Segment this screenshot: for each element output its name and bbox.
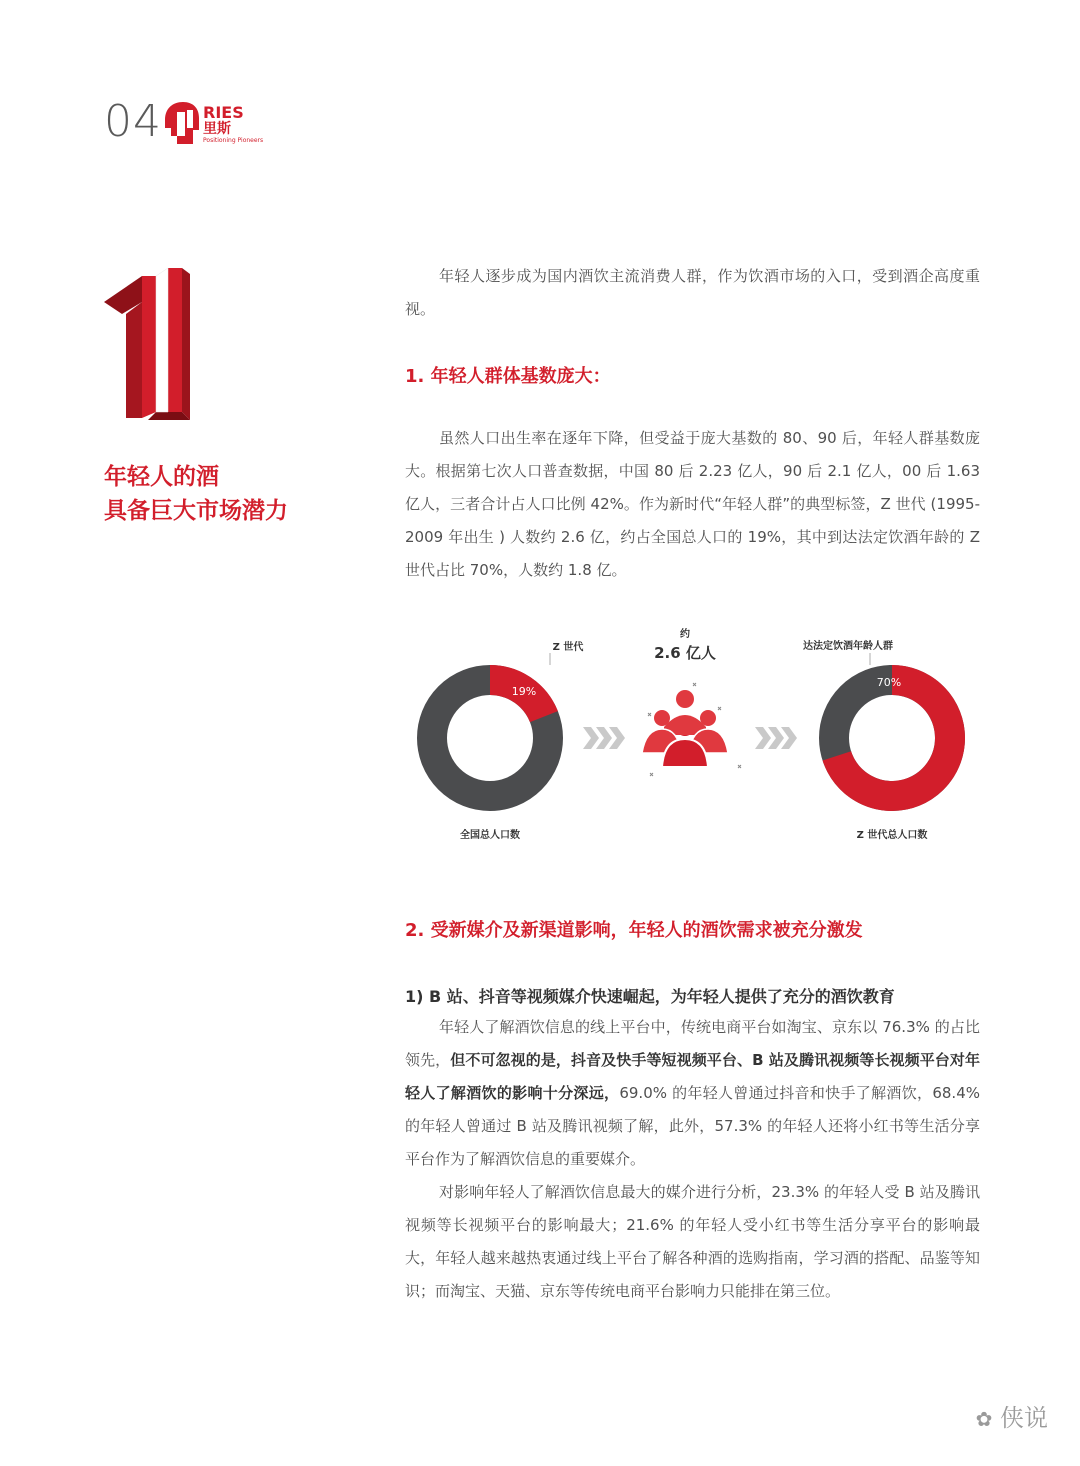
left-donut-bottom-label: 全国总人口数 [460,830,520,841]
right-donut-bottom-label: Z 世代总人口数 [856,830,928,841]
right-donut-percent-label: 70% [876,676,902,689]
watermark [976,1398,1048,1433]
right-donut-chart [803,639,950,841]
left-donut-percent-label: 19% [511,685,537,698]
media-paragraph-1 [405,1011,980,1176]
page-number: 04 [104,96,162,147]
watermark-text: 侠说 [1000,1404,1048,1432]
population-block [405,422,980,587]
section-title-line1: 年轻人的酒 [104,464,219,490]
center-headline: 2.6 亿人 [654,644,716,662]
section-title [104,460,364,528]
section-title-line2: 具备巨大市场潜力 [104,498,288,524]
left-donut-chart [432,640,584,841]
intro-paragraph: 年轻人逐步成为国内酒饮主流消费人群，作为饮酒市场的入口，受到酒企高度重视。 [405,267,980,318]
media-paragraph-1-part2: 69.0% 的年轻人曾通过抖音和快手了解酒饮，68.4% 的年轻人曾通过 B 站及腾讯视频了解，此外，57.3% 的年轻人还将小红书等生活分享平台作为了解酒饮信息的重要媒介。 [405,1084,980,1168]
center-approx-label: 约 [680,629,690,640]
media-paragraph-2: 对影响年轻人了解酒饮信息最大的媒介进行分析，23.3% 的年轻人受 B 站及腾讯视频等长视频平台的影响最大；21.6% 的年轻人受小红书等生活分享平台的影响最大，年轻人越来越热衷通过线上平台了解各种酒的选购指南，学习酒的搭配、品鉴等知识；而淘宝、天猫、京东等传统电商平台影响力只能排在第三位。 [405,1183,980,1300]
wechat-icon: ✿ [975,1407,993,1431]
logo-tagline: Positioning Pioneers [203,137,264,144]
logo-name: RIES [203,103,244,122]
intro-block [405,260,980,326]
population-infographic [400,615,980,850]
heading-new-media: 2. 受新媒介及新渠道影响，年轻人的酒饮需求被充分激发 [405,920,863,941]
chevron-arrows-left [583,727,625,749]
people-group-icon [642,683,741,776]
right-donut-segment-label: 达法定饮酒年龄人群 [803,641,893,652]
media-block [405,1011,980,1308]
heading-video-media: 1) B 站、抖音等视频媒介快速崛起，为年轻人提供了充分的酒饮教育 [405,987,895,1006]
media-paragraph-1-bold: 但不可忽视的是，抖音及快手等短视频平台、B 站及腾讯视频等长视频平台对年轻人了解酒饮的影响十分深远， [405,1051,980,1102]
media-paragraph-1-part1: 年轻人了解酒饮信息的线上平台中，传统电商平台如淘宝、京东以 76.3% 的占比领先， [405,1018,980,1069]
section-number-one-graphic [98,262,198,424]
chevron-arrows-right [755,727,797,749]
heading-population: 1. 年轻人群体基数庞大： [405,366,611,387]
left-donut-segment-label: Z 世代 [552,642,584,653]
population-paragraph: 虽然人口出生率在逐年下降，但受益于庞大基数的 80、90 后，年轻人群基数庞大。根据第七次人口普查数据，中国 80 后 2.23 亿人，90 后 2.1 亿人，00 后 1.63 亿人，三者合计占人口比例 42%。作为新时代“年轻人群”的典型标签，Z 世代 (1995-2009 年出生 ) 人数约 2.6 亿，约占全国总人口的 19%，其中到达法定饮酒年龄的 Z 世代占比 70%，人数约 1.8 亿。 [405,429,980,579]
logo-chinese-name: 里斯 [203,121,231,137]
